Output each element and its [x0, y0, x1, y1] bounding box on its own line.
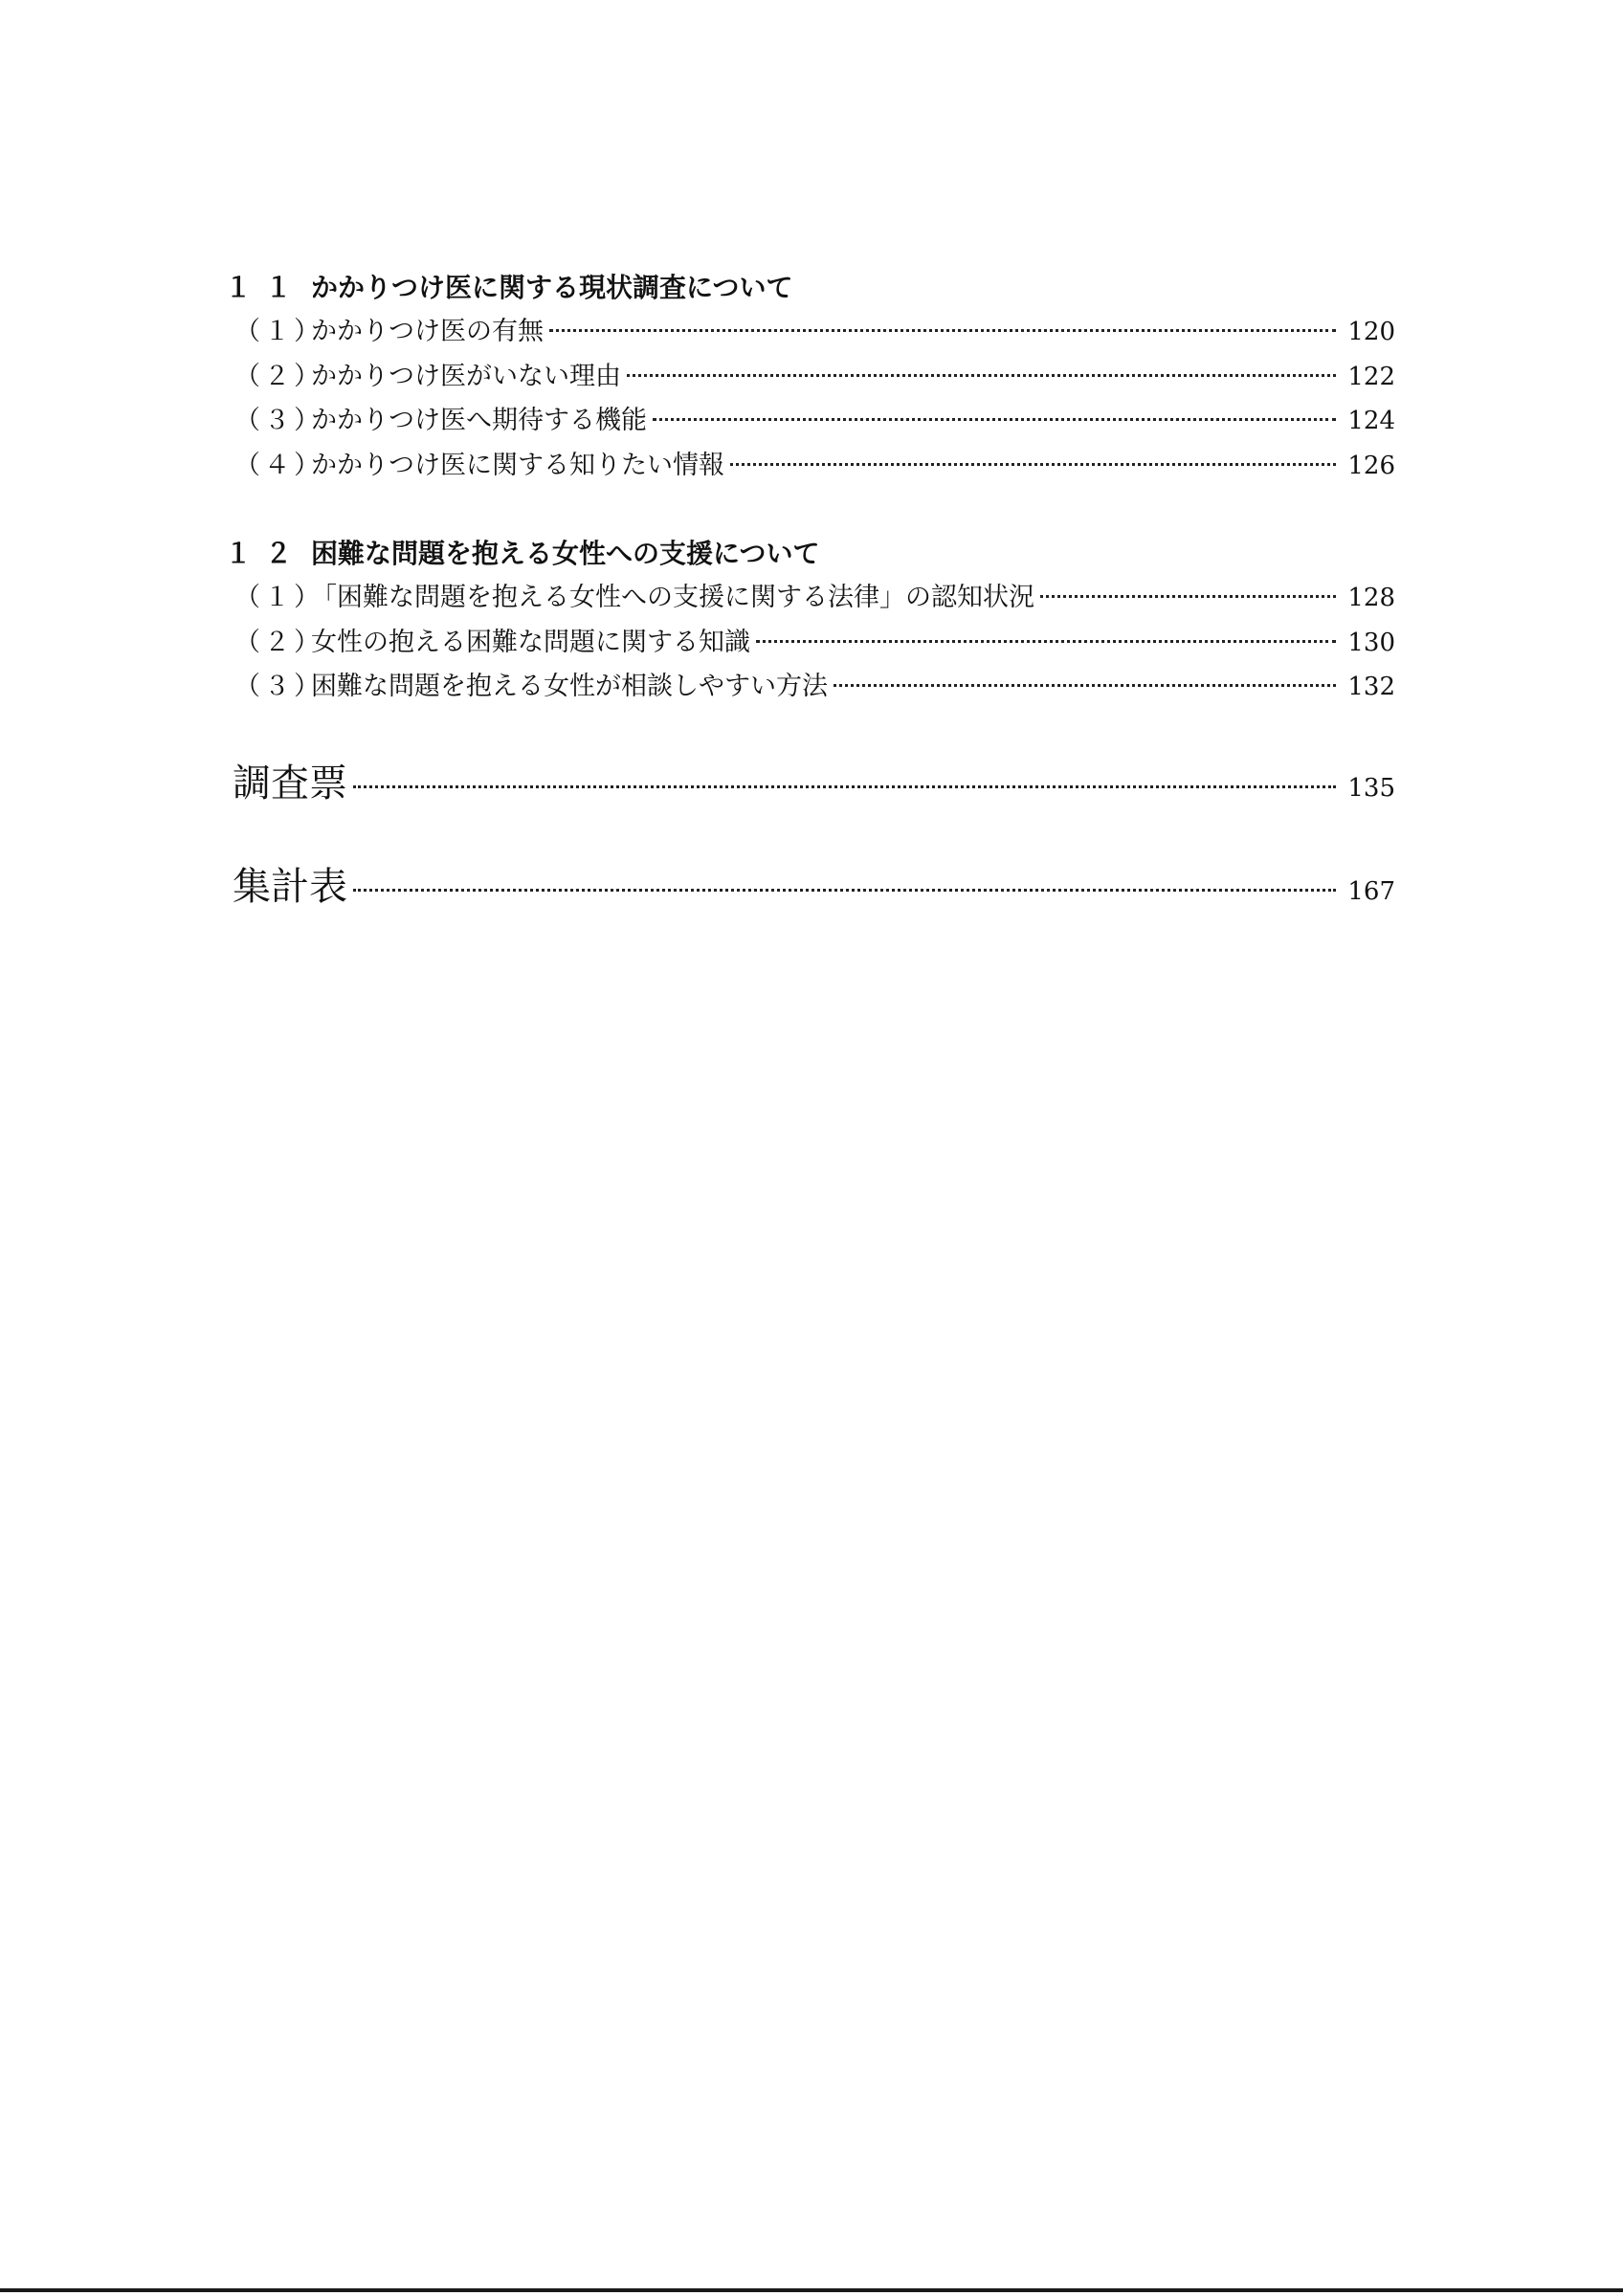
dot-leader: [756, 639, 1336, 643]
toc-entry[interactable]: [223, 355, 1395, 400]
section-number: １１: [225, 272, 306, 303]
toc-entry[interactable]: [223, 665, 1395, 710]
toc-entry[interactable]: [223, 621, 1395, 666]
entry-number: （１）: [234, 583, 323, 612]
toc-entry[interactable]: [223, 444, 1395, 489]
toc-entry[interactable]: [223, 399, 1395, 444]
entry-title: 困難な問題を抱える女性が相談しやすい方法: [311, 672, 828, 701]
toc-major-entry-questionnaire[interactable]: [223, 754, 1395, 813]
dot-leader: [353, 888, 1336, 892]
toc-section-11: [223, 266, 1395, 488]
entry-number: （３）: [234, 672, 323, 701]
page-number: 132: [1347, 673, 1395, 701]
page-number: 120: [1347, 318, 1395, 346]
section-title: 困難な問題を抱える女性への支援について: [311, 538, 820, 569]
entry-number: （２）: [234, 627, 323, 657]
page-bottom-rule: [0, 2288, 1623, 2292]
dot-leader: [653, 417, 1336, 421]
entry-number: （１）: [234, 317, 323, 346]
entry-title: 「困難な問題を抱える女性への支援に関する法律」の認知状況: [311, 583, 1034, 612]
dot-leader: [834, 683, 1336, 687]
page-number: 128: [1347, 584, 1395, 612]
section-heading: [223, 266, 1395, 310]
entry-title: かかりつけ医に関する知りたい情報: [311, 450, 724, 480]
toc-major-entry-tabulation[interactable]: [223, 857, 1395, 916]
page-number: 124: [1347, 407, 1395, 435]
entry-number: （２）: [234, 361, 323, 391]
section-number: １２: [225, 538, 306, 569]
entry-number: （４）: [234, 450, 323, 480]
dot-leader: [353, 784, 1336, 788]
page-number: 122: [1347, 362, 1395, 391]
dot-leader: [1040, 594, 1336, 598]
toc-section-12: [223, 532, 1395, 710]
page-number: 167: [1347, 876, 1395, 906]
entry-number: （３）: [234, 406, 323, 435]
dot-leader: [549, 328, 1336, 332]
page-number: 135: [1347, 773, 1395, 803]
page-number: 130: [1347, 628, 1395, 657]
major-entry-title: 調査票: [233, 761, 347, 806]
dot-leader: [627, 373, 1336, 377]
table-of-contents: [223, 266, 1395, 960]
section-heading: [223, 532, 1395, 576]
entry-title: かかりつけ医へ期待する機能: [311, 406, 647, 435]
dot-leader: [730, 462, 1336, 466]
major-entry-title: 集計表: [233, 864, 347, 909]
toc-entry[interactable]: [223, 576, 1395, 621]
entry-title: 女性の抱える困難な問題に関する知識: [311, 627, 750, 657]
toc-entry[interactable]: [223, 310, 1395, 355]
section-title: かかりつけ医に関する現状調査について: [311, 272, 793, 303]
entry-title: かかりつけ医がいない理由: [311, 361, 621, 391]
page-number: 126: [1347, 451, 1395, 480]
entry-title: かかりつけ医の有無: [311, 317, 544, 346]
